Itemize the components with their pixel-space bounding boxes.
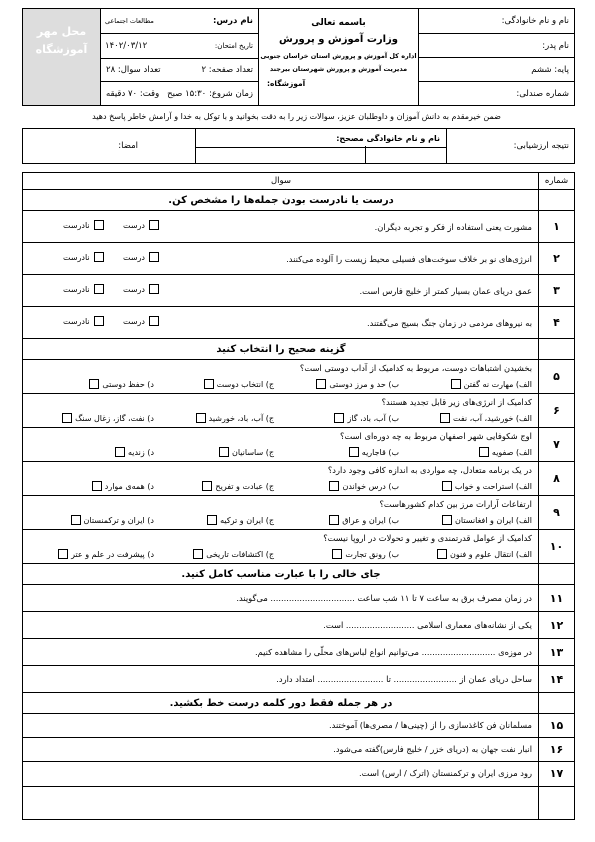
checkbox-true[interactable]: [149, 252, 159, 262]
answer-option[interactable]: [202, 481, 274, 491]
school-stamp-area: [23, 9, 100, 105]
column-header-question: سوال: [270, 176, 292, 186]
corrector-name-label: نام و نام خانوادگی مصحح:: [196, 129, 446, 148]
answer-option[interactable]: [479, 447, 532, 457]
true-option[interactable]: [123, 252, 159, 262]
question-text: انبار نفت جهان به (دریای خزر / خلیج فارس)گفته می‌شود.: [333, 744, 532, 754]
false-option[interactable]: [63, 316, 104, 326]
question-text: در زمان مصرف برق به ساعت ۷ تا ۱۱ شب ساعت ................................ می‌گویند.: [236, 593, 532, 603]
answer-option[interactable]: [437, 549, 532, 559]
option-label: ب) آب، باد، گاز: [347, 413, 399, 423]
option-checkbox[interactable]: [202, 481, 212, 491]
answer-option[interactable]: [332, 549, 399, 559]
corrector-score-cell[interactable]: [365, 146, 446, 163]
option-label: الف) خورشید، آب، نفت: [453, 413, 532, 423]
checkbox-false[interactable]: [94, 316, 104, 326]
exam-info-column: [100, 9, 258, 105]
bismillah-title: باسمه تعالی: [311, 18, 366, 28]
option-checkbox[interactable]: [204, 379, 214, 389]
false-label: نادرست: [63, 316, 90, 326]
answer-option[interactable]: [442, 515, 532, 525]
false-option[interactable]: [63, 252, 104, 262]
school-field: آموزشگاه:: [267, 79, 306, 88]
true-label: درست: [123, 252, 145, 262]
question-text: ساحل دریای عمان از ........................ تا ......................... امتداد دارد.: [276, 674, 532, 684]
question-number: ۹: [553, 506, 560, 519]
exam-header: [22, 8, 575, 106]
father-name-field[interactable]: نام پدر:: [419, 34, 574, 58]
question-text: مسلمانان فن کاغذسازی را از (چینی‌ها / مصری‌ها) آموختند.: [328, 720, 532, 730]
exam-date-value: ۱۴۰۲/۰۳/۱۲: [105, 41, 148, 51]
option-label: الف) انتقال علوم و فنون: [449, 549, 532, 559]
option-checkbox[interactable]: [442, 481, 452, 491]
true-option[interactable]: [123, 316, 159, 326]
province-office: اداره کل آموزش و پرورش استان خراسان جنوبی: [260, 52, 417, 60]
option-label: د) زندیه: [127, 447, 154, 457]
grade-field: پایه: ششم: [419, 58, 574, 82]
option-label: ج) آب، باد، خورشید: [208, 413, 274, 423]
option-label: الف) ایران و افغانستان: [455, 515, 532, 525]
question-number: ۱۰: [549, 540, 564, 553]
false-label: نادرست: [63, 220, 90, 230]
option-checkbox[interactable]: [71, 515, 81, 525]
page-count: تعداد صفحه: ۲: [201, 65, 253, 75]
checkbox-false[interactable]: [94, 220, 104, 230]
false-label: نادرست: [63, 284, 90, 294]
question-number: ۳: [553, 284, 560, 297]
ministry-title-column: [258, 9, 418, 105]
option-label: ج) ساسانیان: [231, 447, 274, 457]
answer-option[interactable]: [58, 549, 154, 559]
stamp-label: محل مهر آموزشگاه: [35, 25, 88, 56]
answer-option[interactable]: [219, 447, 274, 457]
option-label: د) نفت، گاز، زغال سنگ: [75, 413, 154, 423]
option-checkbox[interactable]: [442, 515, 452, 525]
option-label: ج) انتخاب دوست: [216, 379, 274, 389]
student-info-column: [418, 9, 574, 105]
question-text: بخشیدن اشتباهات دوست، مربوط به کدامیک از آداب دوستی است؟: [299, 363, 532, 373]
option-checkbox[interactable]: [437, 549, 447, 559]
option-label: الف) مهارت نه گفتن: [463, 379, 532, 389]
checkbox-true[interactable]: [149, 220, 159, 230]
question-text: کدامیک از عوامل قدرتمندی و تغییر و تحولات در اروپا نیست؟: [323, 533, 532, 543]
option-label: د) همه‌ی موارد: [104, 481, 154, 491]
answer-option[interactable]: [349, 447, 399, 457]
option-checkbox[interactable]: [329, 481, 339, 491]
true-label: درست: [123, 316, 145, 326]
question-text: رود مرزی ایران و ترکمنستان (اترک / ارس) است.: [359, 768, 532, 778]
option-checkbox[interactable]: [92, 481, 102, 491]
question-text: یکی از نشانه‌های معماری اسلامی .......................... است.: [323, 620, 532, 630]
option-checkbox[interactable]: [196, 413, 206, 423]
answer-option[interactable]: [442, 481, 532, 491]
checkbox-true[interactable]: [149, 284, 159, 294]
question-number: ۸: [553, 472, 560, 485]
option-label: الف) استراحت و خواب: [454, 481, 532, 491]
answer-option[interactable]: [316, 379, 399, 389]
option-label: الف) صفویه: [491, 447, 532, 457]
option-checkbox[interactable]: [89, 379, 99, 389]
question-number: ۱۳: [549, 646, 564, 659]
option-label: ب) حد و مرز دوستی: [329, 379, 399, 389]
question-number: ۱۱: [549, 592, 564, 605]
seat-number-field[interactable]: شماره صندلی:: [516, 89, 569, 99]
question-text: ارتفاعات آرارات مرز بین کدام کشورهاست؟: [379, 499, 532, 509]
true-option[interactable]: [123, 220, 159, 230]
option-checkbox[interactable]: [329, 515, 339, 525]
question-text: مشورت یعنی استفاده از فکر و تجربه دیگران.: [374, 222, 532, 232]
option-checkbox[interactable]: [115, 447, 125, 457]
checkbox-false[interactable]: [94, 252, 104, 262]
question-text: انرژی‌های نو بر خلاف سوخت‌های فسیلی محیط زیست را آلوده می‌کنند.: [286, 254, 532, 264]
option-label: ب) درس خواندن: [342, 481, 399, 491]
option-checkbox[interactable]: [479, 447, 489, 457]
answer-option[interactable]: [115, 447, 154, 457]
question-number: ۱: [553, 220, 560, 233]
question-text: به نیروهای مردمی در زمان جنگ بسیج می‌گفتند.: [367, 318, 532, 328]
student-name-field[interactable]: نام و نام خانوادگی:: [419, 9, 574, 34]
question-number: ۵: [553, 370, 560, 383]
question-text: عمق دریای عمان بسیار کمتر از خلیج فارس است.: [359, 286, 532, 296]
false-option[interactable]: [63, 220, 104, 230]
option-checkbox[interactable]: [62, 413, 72, 423]
option-checkbox[interactable]: [349, 447, 359, 457]
counts-row: [101, 59, 258, 82]
questions-table: [22, 172, 575, 820]
option-checkbox[interactable]: [334, 413, 344, 423]
section-title-choose-word: در هر جمله فقط دور کلمه درست خط بکشید.: [169, 698, 393, 709]
option-checkbox[interactable]: [219, 447, 229, 457]
signature-field[interactable]: امضا:: [118, 141, 138, 151]
question-text: کدامیک از انرژی‌های زیر قابل تجدید هستند؟: [381, 397, 532, 407]
true-label: درست: [123, 284, 145, 294]
question-text: در یک برنامه متعادل، چه مواردی به اندازه کافی وجود دارد؟: [327, 465, 532, 475]
ministry-title: وزارت آموزش و پرورش: [278, 34, 399, 45]
option-label: ب) ایران و عراق: [342, 515, 399, 525]
question-text: در موزه‌ی ............................ می‌توانیم انواع لباس‌های محلّی را مشاهده کنیم.: [254, 647, 532, 657]
answer-option[interactable]: [62, 413, 154, 423]
option-label: ج) ایران و ترکیه: [220, 515, 274, 525]
question-number: ۱۲: [549, 619, 564, 632]
subject-row: نام درس: مطالعات اجتماعی: [101, 9, 258, 34]
corrector-box: [195, 129, 446, 163]
question-number: ۷: [553, 438, 560, 451]
answer-option[interactable]: [196, 413, 274, 423]
answer-option[interactable]: [329, 481, 399, 491]
section-title-true-false: درست یا نادرست بودن جمله‌ها را مشخص کن.: [168, 195, 394, 206]
option-checkbox[interactable]: [193, 549, 203, 559]
section-title-fill-blank: جای خالی را با عبارت مناسب کامل کنید.: [181, 569, 381, 580]
answer-option[interactable]: [207, 515, 274, 525]
answer-option[interactable]: [92, 481, 154, 491]
question-number: ۱۴: [549, 673, 564, 686]
option-checkbox[interactable]: [451, 379, 461, 389]
answer-option[interactable]: [334, 413, 399, 423]
start-time: زمان شروع: ۱۵:۳۰ صبح: [167, 89, 253, 99]
option-label: د) پیشرفت در علم و عتر: [71, 549, 154, 559]
true-option[interactable]: [123, 284, 159, 294]
question-number: ۴: [553, 316, 560, 329]
answer-option[interactable]: [204, 379, 274, 389]
question-count: تعداد سوال: ۲۸: [106, 65, 161, 75]
answer-option[interactable]: [329, 515, 399, 525]
answer-option[interactable]: [440, 413, 532, 423]
answer-option[interactable]: [71, 515, 155, 525]
option-label: ج) اکتشافات تاریخی: [206, 549, 274, 559]
option-checkbox[interactable]: [332, 549, 342, 559]
true-label: درست: [123, 220, 145, 230]
question-number: ۱۵: [549, 719, 564, 732]
exam-date-row: تاریخ امتحان: ۱۴۰۲/۰۳/۱۲: [101, 34, 258, 59]
option-label: ج) عبادت و تفریح: [215, 481, 274, 491]
subject-value: مطالعات اجتماعی: [105, 17, 154, 25]
evaluation-box: [22, 128, 575, 164]
option-label: ب) قاجاریه: [361, 447, 399, 457]
option-checkbox[interactable]: [207, 515, 217, 525]
option-checkbox[interactable]: [440, 413, 450, 423]
false-label: نادرست: [63, 252, 90, 262]
evaluation-result-field[interactable]: نتیجه ارزشیابی:: [446, 129, 574, 163]
question-number: ۱۷: [549, 767, 564, 780]
question-number: ۶: [553, 404, 560, 417]
time-row: [101, 82, 258, 106]
exam-instructions: ضمن خیرمقدم به دانش آموزان و داوطلبان عزیز، سوالات زیر را به دقت بخوانید و با توکل به خدا و آرامش خاطر پاسخ دهید: [92, 112, 501, 121]
answer-option[interactable]: [89, 379, 154, 389]
option-label: د) حفظ دوستی: [102, 379, 154, 389]
option-checkbox[interactable]: [316, 379, 326, 389]
answer-option[interactable]: [193, 549, 274, 559]
false-option[interactable]: [63, 284, 104, 294]
question-number: ۲: [553, 252, 560, 265]
city-office: مدیریت آموزش و پرورش شهرستان بیرجند: [269, 65, 408, 73]
column-header-number: شماره: [544, 176, 569, 186]
question-number: ۱۶: [549, 743, 564, 756]
section-title-multiple-choice: گزینه صحیح را انتخاب کنید: [216, 344, 346, 355]
option-label: ب) رونق تجارت: [345, 549, 399, 559]
option-label: د) ایران و ترکمنستان: [83, 515, 154, 525]
checkbox-false[interactable]: [94, 284, 104, 294]
duration: وقت: ۷۰ دقیقه: [106, 89, 160, 99]
answer-option[interactable]: [451, 379, 532, 389]
question-text: اوج شکوفایی شهر اصفهان مربوط به چه دوره‌ای است؟: [340, 431, 532, 441]
checkbox-true[interactable]: [149, 316, 159, 326]
option-checkbox[interactable]: [58, 549, 68, 559]
